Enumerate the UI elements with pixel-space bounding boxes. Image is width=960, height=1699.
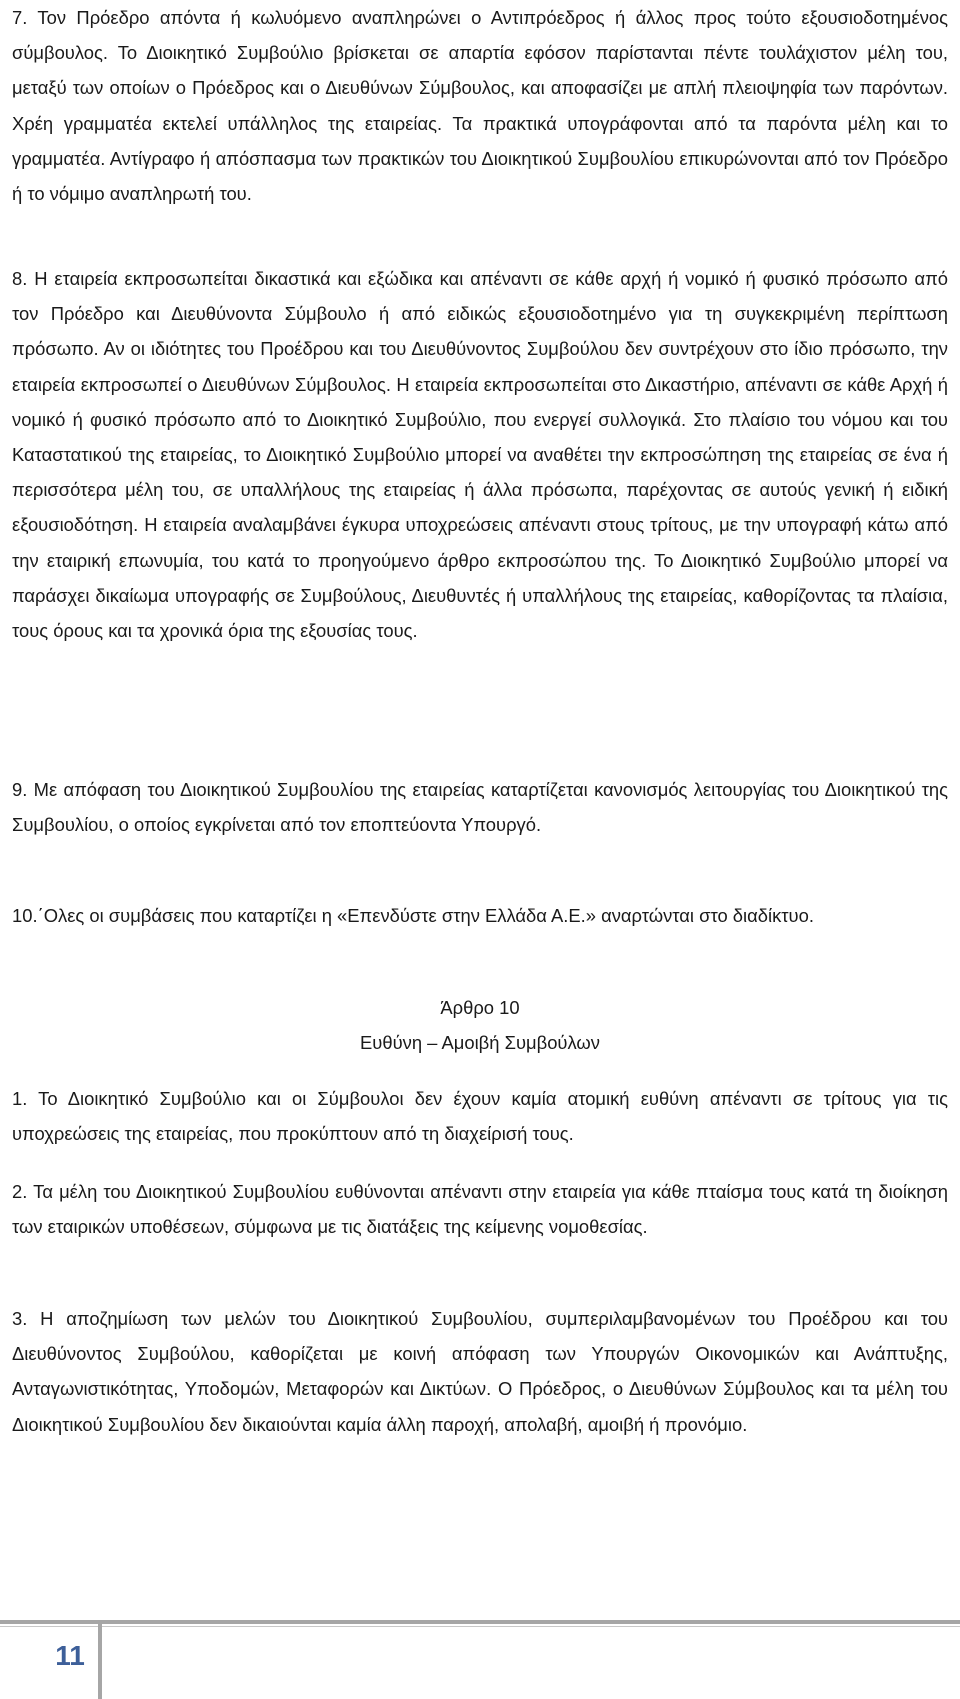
article-title: Ευθύνη – Αμοιβή Συμβούλων	[360, 1032, 600, 1053]
page-number: 11	[55, 1640, 85, 1671]
footer-divider	[0, 1620, 960, 1624]
article-paragraph-1: 1. Το Διοικητικό Συμβούλιο και οι Σύμβουλοι δεν έχουν καμία ατομική ευθύνη απέναντι σε τρίτους για τις υποχρεώσεις της εταιρείας, που προκύπτουν από τη διαχείρισή τους.	[12, 1088, 948, 1145]
article-paragraph-2: 2. Τα μέλη του Διοικητικού Συμβουλίου ευθύνονται απέναντι στην εταιρεία για κάθε πταίσμα τους κατά τη διοίκηση των εταιρικών υποθέσεων, σύμφωνα με τις διατάξεις της κείμενης νομοθεσίας.	[12, 1181, 948, 1238]
article-number: Άρθρο 10	[440, 997, 520, 1018]
article-paragraph-3: 3. Η αποζημίωση των μελών του Διοικητικού Συμβουλίου, συμπεριλαμβανομένων του Προέδρου και του Διευθύνοντος Συμβούλου, καθορίζεται με κοινή απόφαση των Υπουργών Οικονομικών και Ανάπτυξης, Ανταγωνιστικότητας, Υποδομών, Μεταφορών και Δικτύων. Ο Πρόεδρος, ο Διευθύνων Σύμβουλος και τα μέλη του Διοικητικού Συμβουλίου δεν δικαιούνται καμία άλλη παροχή, απολαβή, αμοιβή ή προνόμιο.	[12, 1308, 948, 1435]
paragraph-9: 9. Με απόφαση του Διοικητικού Συμβουλίου της εταιρείας καταρτίζεται κανονισμός λειτουργίας του Διοικητικού της Συμβουλίου, ο οποίος εγκρίνεται από τον εποπτεύοντα Υπουργό.	[12, 779, 948, 836]
footer-divider-thin	[0, 1626, 960, 1627]
paragraph-7: 7. Τον Πρόεδρο απόντα ή κωλυόμενο αναπληρώνει ο Αντιπρόεδρος ή άλλος προς τούτο εξουσιοδοτημένος σύμβουλος. Το Διοικητικό Συμβούλιο βρίσκεται σε απαρτία εφόσον παρίστανται πέντε τουλάχιστον μέλη του, μεταξύ των οποίων ο Πρόεδρος και ο Διευθύνων Σύμβουλος, και αποφασίζει με απλή πλειοψηφία των παρόντων. Χρέη γραμματέα εκτελεί υπάλληλος της εταιρείας. Τα πρακτικά υπογράφονται από τα παρόντα μέλη και το γραμματέα. Αντίγραφο ή απόσπασμα των πρακτικών του Διοικητικού Συμβουλίου επικυρώνονται από τον Πρόεδρο ή το νόμιμο αναπληρωτή του.	[12, 7, 948, 205]
paragraph-8: 8. Η εταιρεία εκπροσωπείται δικαστικά και εξώδικα και απέναντι σε κάθε αρχή ή νομικό ή φυσικό πρόσωπο από τον Πρόεδρο και Διευθύνοντα Σύμβουλο ή από ειδικώς εξουσιοδοτημένο για τη συγκεκριμένη περίπτωση πρόσωπο. Αν οι ιδιότητες του Προέδρου και του Διευθύνοντος Συμβούλου δεν συντρέχουν στο ίδιο πρόσωπο, την εταιρεία εκπροσωπεί ο Διευθύνων Σύμβουλος. Η εταιρεία εκπροσωπείται στο Δικαστήριο, απέναντι σε κάθε Αρχή ή νομικό ή φυσικό πρόσωπο από το Διοικητικό Συμβούλιο, που ενεργεί συλλογικά. Στο πλαίσιο του νόμου και του Καταστατικού της εταιρείας, το Διοικητικό Συμβούλιο μπορεί να αναθέτει την εκπροσώπηση της εταιρείας σε ένα ή περισσότερα μέλη του, σε υπαλλήλους της εταιρείας ή άλλα πρόσωπα, παρέχοντας σε αυτούς γενική ή ειδική εξουσιοδότηση. Η εταιρεία αναλαμβάνει έγκυρα υποχρεώσεις απέναντι στους τρίτους, με την υπογραφή κάτω από την εταιρική επωνυμία, του κατά το προηγούμενο άρθρο εκπροσώπου της. Το Διοικητικό Συμβούλιο μπορεί να παράσχει δικαίωμα υπογραφής σε Συμβούλους, Διευθυντές ή υπαλλήλους της εταιρείας, καθορίζοντας τα πλαίσια, τους όρους και τα χρονικά όρια της εξουσίας τους.	[12, 268, 948, 642]
paragraph-10: 10.΄Ολες οι συμβάσεις που καταρτίζει η «Επενδύστε στην Ελλάδα Α.Ε.» αναρτώνται στο διαδίκτυο.	[12, 905, 814, 926]
